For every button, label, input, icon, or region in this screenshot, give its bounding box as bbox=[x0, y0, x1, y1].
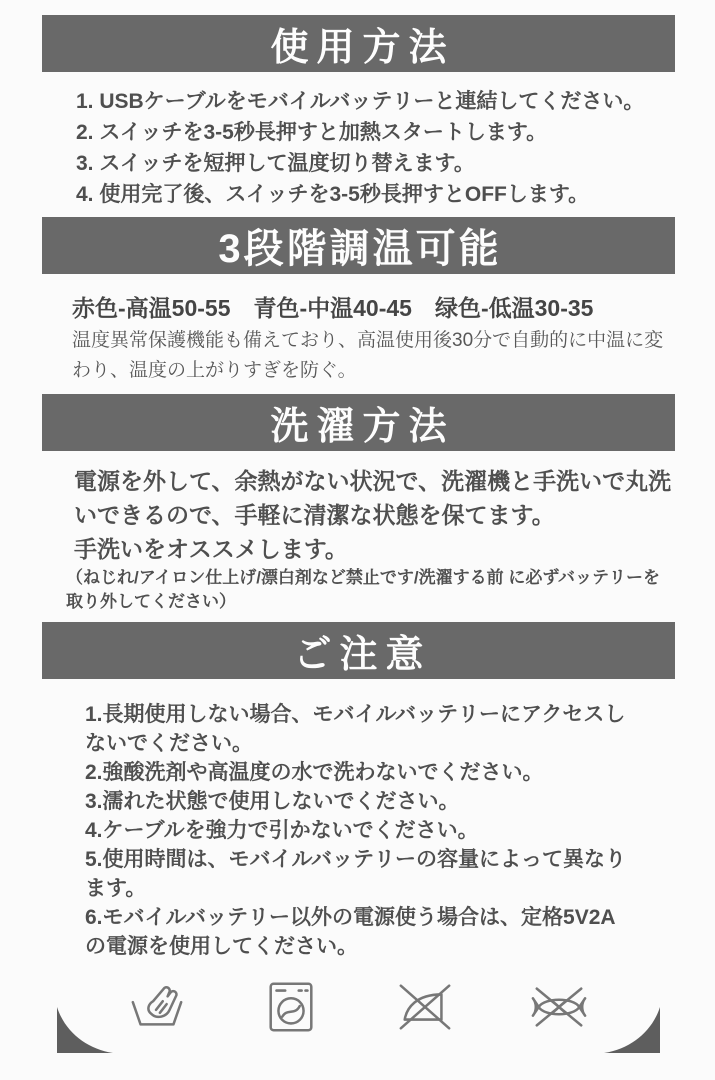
usage-list bbox=[76, 86, 676, 210]
care-icons-row bbox=[128, 976, 588, 1038]
usage-item: 3. スイッチを短押して温度切り替えます。 bbox=[76, 152, 475, 175]
caution-list bbox=[85, 700, 633, 961]
temperature-section-title: 3段階調温可能 bbox=[218, 227, 502, 271]
washing-section-header bbox=[42, 394, 675, 451]
temperature-description: 温度異常保護機能も備えており、高温使用後30分で自動的に中温に変わり、温度の上がりすぎを防ぐ。 bbox=[72, 330, 664, 381]
caution-section-header bbox=[42, 622, 675, 679]
usage-section-title: 使用方法 bbox=[270, 27, 455, 69]
corner-decoration-right bbox=[604, 1007, 660, 1053]
usage-item: 1. USBケーブルをモバイルバッテリーと連結してください。 bbox=[76, 90, 645, 113]
usage-item: 2. スイッチを3-5秒長押すと加熱スタートします。 bbox=[76, 121, 548, 144]
temperature-levels: 赤色-高温50-55 青色-中温40-45 绿色-低温30-35 bbox=[72, 295, 594, 321]
washing-recommendation: 手洗いをオススメします。 bbox=[74, 536, 348, 562]
washing-machine-icon bbox=[262, 978, 320, 1036]
washing-note: （ねじれ/アイロン仕上げ/漂白剤など禁止です/洗濯する前 に必ずバッテリーを取り外してください） bbox=[66, 568, 661, 611]
washing-body-text: 電源を外して、余熱がない状況で、洗濯機と手洗いで丸洗いできるので、手軽に清潔な状態を保てます。 bbox=[74, 468, 672, 528]
washing-section-title: 洗濯方法 bbox=[270, 406, 455, 448]
caution-item: 5.使用時間は、モバイルバッテリーの容量によって異なります。 bbox=[85, 848, 627, 900]
no-wring-icon bbox=[530, 978, 588, 1036]
usage-item: 4. 使用完了後、スイッチを3-5秒長押すとOFFします。 bbox=[76, 183, 590, 206]
caution-item: 4.ケーブルを強力で引かないでください。 bbox=[85, 819, 479, 842]
corner-decoration-left bbox=[57, 1007, 113, 1053]
caution-item: 2.強酸洗剤や高温度の水で洗わないでください。 bbox=[85, 761, 544, 784]
caution-item: 1.長期使用しない場合、モバイルバッテリーにアクセスしないでください。 bbox=[85, 703, 626, 755]
caution-item: 3.濡れた状態で使用しないでください。 bbox=[85, 790, 460, 813]
usage-section-header bbox=[42, 15, 675, 72]
washing-description bbox=[74, 464, 674, 566]
caution-item: 6.モバイルバッテリー以外の電源使う場合は、定格5V2Aの電源を使用してください。 bbox=[85, 906, 616, 958]
temperature-section-header bbox=[42, 217, 675, 274]
hand-wash-icon bbox=[128, 978, 186, 1036]
caution-section-title: ご注意 bbox=[293, 634, 432, 676]
no-iron-icon bbox=[396, 978, 454, 1036]
